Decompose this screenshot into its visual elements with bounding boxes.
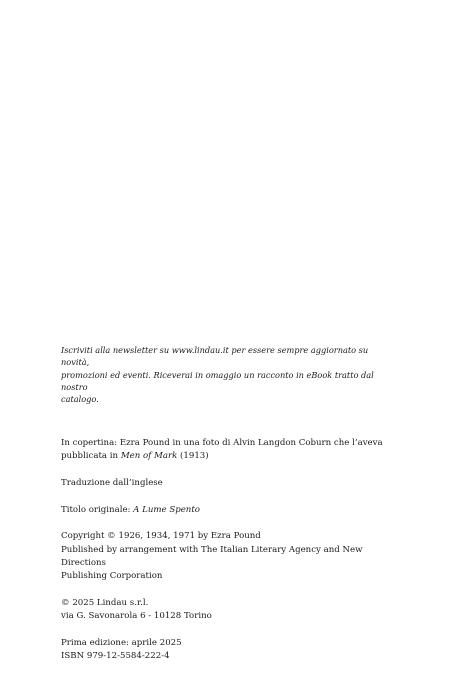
first-edition: Prima edizione: aprile 2025 (61, 637, 182, 648)
publisher-name: © 2025 Lindau s.r.l. (61, 597, 149, 608)
cover-credit-book-title: Men of Mark (120, 451, 178, 462)
copyright-line-3: Publishing Corporation (61, 570, 163, 581)
copyright-line-2: Published by arrangement with The Italian Literary Agency and New Directions (61, 544, 363, 568)
publisher-address: via G. Savonarola 6 - 10128 Torino (61, 610, 212, 621)
colophon (61, 437, 406, 663)
newsletter-line-1: Iscriviti alla newsletter su www.lindau.it per essere sempre aggiornato su novità, (61, 345, 369, 368)
translation-note: Traduzione dall’inglese (61, 477, 163, 488)
isbn: ISBN 979-12-5584-222-4 (61, 650, 170, 661)
cover-credit-line-2 (61, 450, 406, 463)
cover-credit-prefix: pubblicata in (61, 451, 119, 462)
cover-credit-year: (1913) (180, 451, 209, 462)
original-title (61, 504, 406, 517)
original-title-value: A Lume Spento (133, 504, 200, 515)
original-title-label: Titolo originale: (61, 504, 131, 515)
cover-credit-line-1: In copertina: Ezra Pound in una foto di Alvin Langdon Coburn che l’aveva (61, 438, 383, 448)
newsletter-notice (61, 344, 391, 405)
copyright-line-1: Copyright © 1926, 1934, 1971 by Ezra Pound (61, 531, 261, 542)
newsletter-line-2: promozioni ed eventi. Riceverai in omaggio un racconto in eBook tratto dal nostro (61, 369, 374, 392)
newsletter-line-3: catalogo. (61, 394, 99, 405)
